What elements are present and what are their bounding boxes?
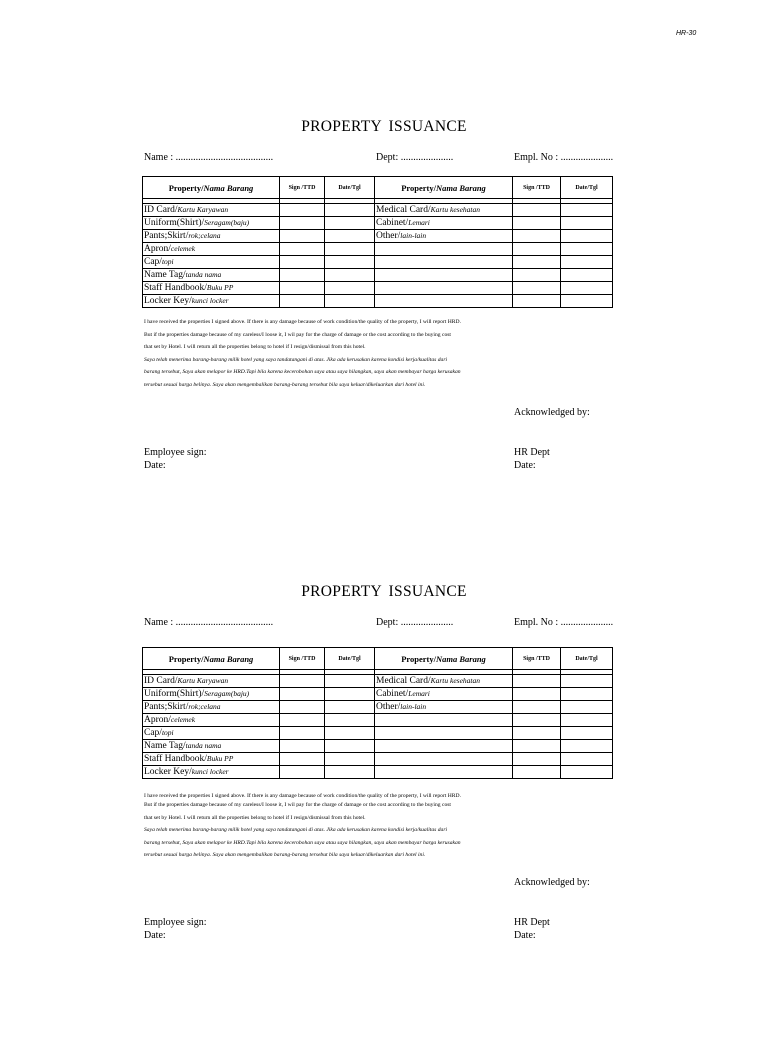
sign-cell[interactable] xyxy=(513,269,561,282)
sign-cell[interactable] xyxy=(280,727,325,740)
sign-cell[interactable] xyxy=(280,753,325,766)
item-locker-key: Locker Key/kunci locker xyxy=(143,295,280,308)
sign-cell[interactable] xyxy=(513,688,561,701)
employee-sign-label: Employee sign: xyxy=(144,917,207,928)
dept-field[interactable]: Dept: ..................... xyxy=(376,617,454,628)
date-cell[interactable] xyxy=(325,269,375,282)
sign-cell[interactable] xyxy=(280,701,325,714)
property-table xyxy=(142,647,613,779)
table-row xyxy=(143,295,613,308)
date-cell[interactable] xyxy=(325,701,375,714)
sign-cell[interactable] xyxy=(513,295,561,308)
sign-cell[interactable] xyxy=(280,217,325,230)
item-pants-skirt: Pants;Skirt/rok;celana xyxy=(143,701,280,714)
item-medical-card: Medical Card/Kartu kesehatan xyxy=(375,204,513,217)
employee-sign-block xyxy=(144,916,207,942)
date-cell[interactable] xyxy=(325,753,375,766)
sign-cell[interactable] xyxy=(513,727,561,740)
sign-cell[interactable] xyxy=(280,295,325,308)
date-cell[interactable] xyxy=(561,282,613,295)
hr-dept-label: HR Dept xyxy=(514,917,550,928)
date-cell[interactable] xyxy=(561,766,613,779)
item-cap: Cap/topi xyxy=(143,256,280,269)
empty-item-cell[interactable] xyxy=(375,282,513,295)
statement-line-id: tersebut sesuai harga belinya. Saya akan mengembalikan barang-barang tersebut bila saya keluar/dikeluarkan dari hotel ini. xyxy=(144,852,426,859)
table-row xyxy=(143,282,613,295)
statement-line-id: Saya telah menerima barang-barang milik hotel yang saya tandatangani di atas. Jika ada kerusakan karena kondisi kerja/kualitas dari xyxy=(144,356,448,363)
date-cell[interactable] xyxy=(325,282,375,295)
statement-line-id: Saya telah menerima barang-barang milik hotel yang saya tandatangani di atas. Jika ada kerusakan karena kondisi kerja/kualitas dari xyxy=(144,827,448,834)
empty-item-cell[interactable] xyxy=(375,766,513,779)
date-cell[interactable] xyxy=(561,269,613,282)
date-cell[interactable] xyxy=(561,230,613,243)
date-cell[interactable] xyxy=(325,740,375,753)
sign-cell[interactable] xyxy=(280,766,325,779)
table-row xyxy=(143,269,613,282)
item-id-card: ID Card/Kartu Karyawan xyxy=(143,675,280,688)
sign-cell[interactable] xyxy=(513,766,561,779)
table-row xyxy=(143,714,613,727)
date-cell[interactable] xyxy=(561,295,613,308)
property-issuance-form-2 xyxy=(0,583,768,1043)
hr-dept-label: HR Dept xyxy=(514,447,550,458)
sign-cell[interactable] xyxy=(513,282,561,295)
date-cell[interactable] xyxy=(561,727,613,740)
statement-line-id: barang tersebut, Saya akan melapor ke HRD.Tapi bila karena kecerobohan saya atau saya hilangkan, saya akan membayar harga kerusakan xyxy=(144,839,461,846)
date-cell[interactable] xyxy=(561,243,613,256)
item-staff-handbook: Staff Handbook/Buku PP xyxy=(143,753,280,766)
hr-sign-block xyxy=(514,916,550,942)
date-header: Date/Tgl xyxy=(325,648,375,670)
table-header-row xyxy=(143,177,613,199)
sign-cell[interactable] xyxy=(513,230,561,243)
item-cap: Cap/topi xyxy=(143,727,280,740)
date-cell[interactable] xyxy=(561,714,613,727)
empty-item-cell[interactable] xyxy=(375,295,513,308)
date-cell[interactable] xyxy=(561,753,613,766)
hr-date-label: Date: xyxy=(514,460,536,471)
table-row xyxy=(143,766,613,779)
empty-item-cell[interactable] xyxy=(375,714,513,727)
document-code: HR-30 xyxy=(676,30,697,37)
empty-item-cell[interactable] xyxy=(375,753,513,766)
table-row xyxy=(143,688,613,701)
date-cell[interactable] xyxy=(561,688,613,701)
sign-cell[interactable] xyxy=(280,204,325,217)
table-row xyxy=(143,217,613,230)
table-row xyxy=(143,701,613,714)
item-other: Other/lain-lain xyxy=(375,701,513,714)
table-row xyxy=(143,675,613,688)
date-cell[interactable] xyxy=(561,740,613,753)
statement-line-en: But if the properties damage because of my careless/I loose it, I wil pay for the charge of damage or the cost according to the buying cost xyxy=(144,331,451,338)
property-table xyxy=(142,176,613,308)
statement-line-id: tersebut sesuai harga belinya. Saya akan mengembalikan barang-barang tersebut bila saya keluar/dikeluarkan dari hotel ini. xyxy=(144,381,426,388)
item-staff-handbook: Staff Handbook/Buku PP xyxy=(143,282,280,295)
sign-cell[interactable] xyxy=(513,714,561,727)
date-cell[interactable] xyxy=(325,243,375,256)
form-title: PROPERTY ISSUANCE xyxy=(301,118,467,135)
property-issuance-form-1 xyxy=(0,118,768,578)
property-header: Property/Nama Barang xyxy=(143,177,280,199)
sign-header: Sign /TTD xyxy=(280,648,325,670)
statement-line-en: I have received the properties I signed above. If there is any damage because of work condition/the quality of the property, I will report HRD. xyxy=(144,319,461,325)
item-apron: Apron/celemek xyxy=(143,714,280,727)
sign-cell[interactable] xyxy=(280,256,325,269)
dept-field[interactable]: Dept: ..................... xyxy=(376,152,454,163)
property-header: Property/Nama Barang xyxy=(375,648,513,670)
date-cell[interactable] xyxy=(325,217,375,230)
statement-line-en: I have received the properties I signed above. If there is any damage because of work condition/the quality of the property, I will report HRD. xyxy=(144,793,461,799)
form-title: PROPERTY ISSUANCE xyxy=(301,583,467,600)
date-cell[interactable] xyxy=(325,295,375,308)
empty-item-cell[interactable] xyxy=(375,727,513,740)
item-id-card: ID Card/Kartu Karyawan xyxy=(143,204,280,217)
table-row xyxy=(143,256,613,269)
date-header: Date/Tgl xyxy=(561,177,613,199)
hr-sign-block xyxy=(514,446,550,472)
statement-line-id: barang tersebut, Saya akan melapor ke HRD.Tapi bila karena kecerobohan saya atau saya hilangkan, saya akan membayar harga kerusakan xyxy=(144,369,461,376)
date-header: Date/Tgl xyxy=(561,648,613,670)
date-cell[interactable] xyxy=(561,217,613,230)
sign-cell[interactable] xyxy=(513,243,561,256)
hr-date-label: Date: xyxy=(514,930,536,941)
item-apron: Apron/celemek xyxy=(143,243,280,256)
empty-item-cell[interactable] xyxy=(375,243,513,256)
property-header: Property/Nama Barang xyxy=(375,177,513,199)
empty-item-cell[interactable] xyxy=(375,740,513,753)
empty-item-cell[interactable] xyxy=(375,256,513,269)
item-locker-key: Locker Key/kunci locker xyxy=(143,766,280,779)
date-cell[interactable] xyxy=(325,230,375,243)
table-row xyxy=(143,243,613,256)
employee-sign-label: Employee sign: xyxy=(144,447,207,458)
item-pants-skirt: Pants;Skirt/rok;celana xyxy=(143,230,280,243)
date-cell[interactable] xyxy=(561,256,613,269)
date-cell[interactable] xyxy=(325,714,375,727)
sign-header: Sign /TTD xyxy=(513,648,561,670)
table-row xyxy=(143,204,613,217)
date-cell[interactable] xyxy=(325,204,375,217)
sign-cell[interactable] xyxy=(280,675,325,688)
date-cell[interactable] xyxy=(325,256,375,269)
property-header: Property/Nama Barang xyxy=(143,648,280,670)
item-uniform: Uniform(Shirt)/Seragam(baju) xyxy=(143,217,280,230)
acknowledged-label: Acknowledged by: xyxy=(514,407,590,418)
employee-number-field[interactable]: Empl. No : ..................... xyxy=(514,152,614,163)
sign-cell[interactable] xyxy=(513,701,561,714)
employee-date-label: Date: xyxy=(144,930,166,941)
sign-cell[interactable] xyxy=(280,688,325,701)
table-header-row xyxy=(143,648,613,670)
date-cell[interactable] xyxy=(561,675,613,688)
date-cell[interactable] xyxy=(325,766,375,779)
sign-cell[interactable] xyxy=(513,740,561,753)
date-cell[interactable] xyxy=(561,701,613,714)
sign-cell[interactable] xyxy=(513,256,561,269)
item-cabinet: Cabinet/Lemari xyxy=(375,217,513,230)
sign-cell[interactable] xyxy=(280,740,325,753)
sign-header: Sign /TTD xyxy=(280,177,325,199)
date-cell[interactable] xyxy=(325,675,375,688)
table-row xyxy=(143,230,613,243)
item-other: Other/lain-lain xyxy=(375,230,513,243)
name-field[interactable]: Name : ....................................... xyxy=(144,617,274,628)
date-cell[interactable] xyxy=(561,204,613,217)
table-row xyxy=(143,740,613,753)
item-cabinet: Cabinet/Lemari xyxy=(375,688,513,701)
table-row xyxy=(143,753,613,766)
empty-item-cell[interactable] xyxy=(375,269,513,282)
item-medical-card: Medical Card/Kartu kesehatan xyxy=(375,675,513,688)
sign-cell[interactable] xyxy=(513,217,561,230)
item-uniform: Uniform(Shirt)/Seragam(baju) xyxy=(143,688,280,701)
statement-line-en: that set by Hotel. I will return all the properties belong to hotel if I resign/dismissal from this hotel. xyxy=(144,814,366,821)
item-name-tag: Name Tag/tanda nama xyxy=(143,740,280,753)
name-field[interactable]: Name : ....................................... xyxy=(144,152,274,163)
date-cell[interactable] xyxy=(325,688,375,701)
date-header: Date/Tgl xyxy=(325,177,375,199)
statement-line-en: that set by Hotel. I will return all the properties belong to hotel if I resign/dismissal from this hotel. xyxy=(144,344,366,351)
date-cell[interactable] xyxy=(325,727,375,740)
sign-cell[interactable] xyxy=(280,243,325,256)
sign-cell[interactable] xyxy=(513,753,561,766)
sign-cell[interactable] xyxy=(280,714,325,727)
item-name-tag: Name Tag/tanda nama xyxy=(143,269,280,282)
employee-sign-block xyxy=(144,446,207,472)
sign-cell[interactable] xyxy=(280,269,325,282)
acknowledged-label: Acknowledged by: xyxy=(514,877,590,888)
sign-cell[interactable] xyxy=(280,230,325,243)
sign-cell[interactable] xyxy=(280,282,325,295)
sign-cell[interactable] xyxy=(513,204,561,217)
statement xyxy=(144,792,544,864)
statement xyxy=(144,318,544,394)
statement-line-en: But if the properties damage because of my careless/I loose it, I wil pay for the charge of damage or the cost according to the buying cost xyxy=(144,802,451,808)
sign-header: Sign /TTD xyxy=(513,177,561,199)
table-row xyxy=(143,727,613,740)
employee-number-field[interactable]: Empl. No : ..................... xyxy=(514,617,614,628)
employee-date-label: Date: xyxy=(144,460,166,471)
sign-cell[interactable] xyxy=(513,675,561,688)
